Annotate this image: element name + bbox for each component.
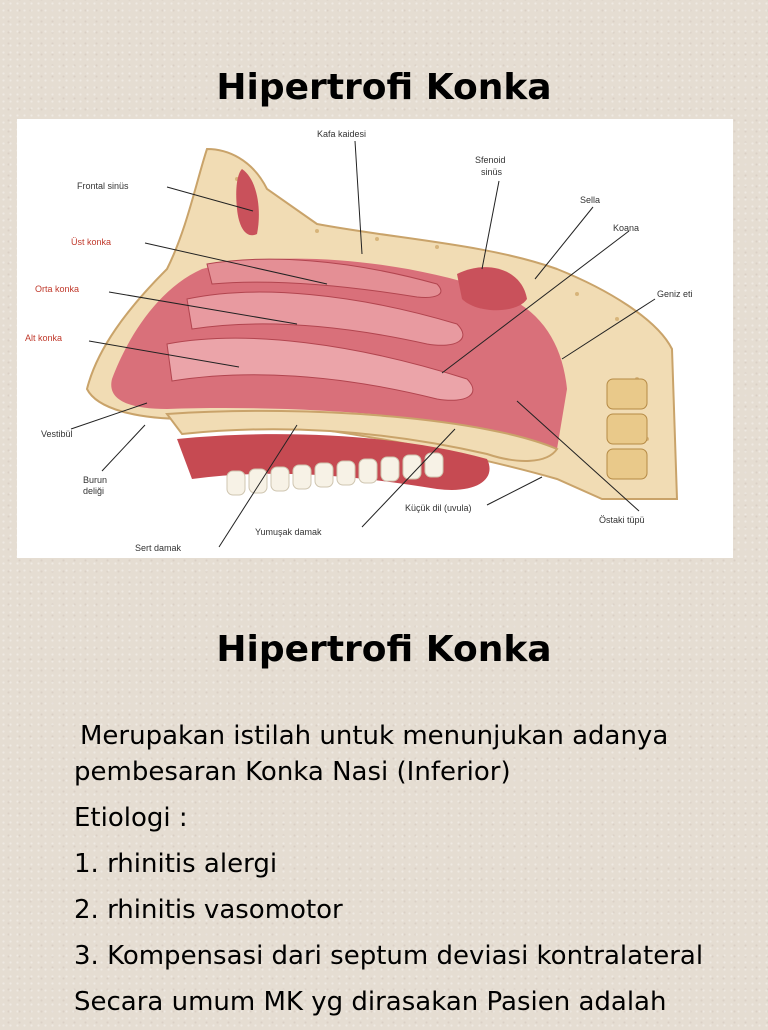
slide-title: Hipertrofi Konka [216,629,552,670]
label-alt-konka: Alt konka [25,333,63,343]
symptoms-paragraph: Secara umum MK yg dirasakan Pasien adalah [74,987,667,1017]
etiology-item: 1. rhinitis alergi [74,849,278,879]
etiology-item: 3. Kompensasi dari septum deviasi kontralateral [74,941,704,971]
label-vestibul: Vestibül [41,429,73,439]
label-kucuk-dil: Küçük dil (uvula) [405,503,472,513]
label-ust-konka: Üst konka [71,237,112,247]
label-geniz-eti: Geniz eti [657,289,693,299]
definition-paragraph: Merupakan istilah untuk menunjukan adanya pembesaran Konka Nasi (Inferior) [74,721,669,787]
slide-body [74,718,754,1030]
label-burun: Burun [83,475,108,485]
etiology-heading: Etiologi : [74,803,188,833]
label-kafa-kaidesi: Kafa kaidesi [317,129,367,139]
label-koana: Koana [613,223,640,233]
label-sinus: sinüs [481,167,503,177]
label-deligi: deliği [83,486,105,496]
label-ostaki-tupu: Östaki tüpü [599,515,645,525]
label-orta-konka: Orta konka [35,284,80,294]
slide-title: Hipertrofi Konka [216,67,552,108]
label-sfenoid: Sfenoid [475,155,506,165]
etiology-item: 2. rhinitis vasomotor [74,895,343,925]
label-sert-damak: Sert damak [135,543,182,553]
nasal-cavity-illustration [17,119,733,558]
label-yumusak-damak: Yumuşak damak [255,527,322,537]
label-sella: Sella [580,195,601,205]
label-frontal-sinus: Frontal sinüs [77,181,129,191]
nasal-anatomy-figure [17,119,733,558]
